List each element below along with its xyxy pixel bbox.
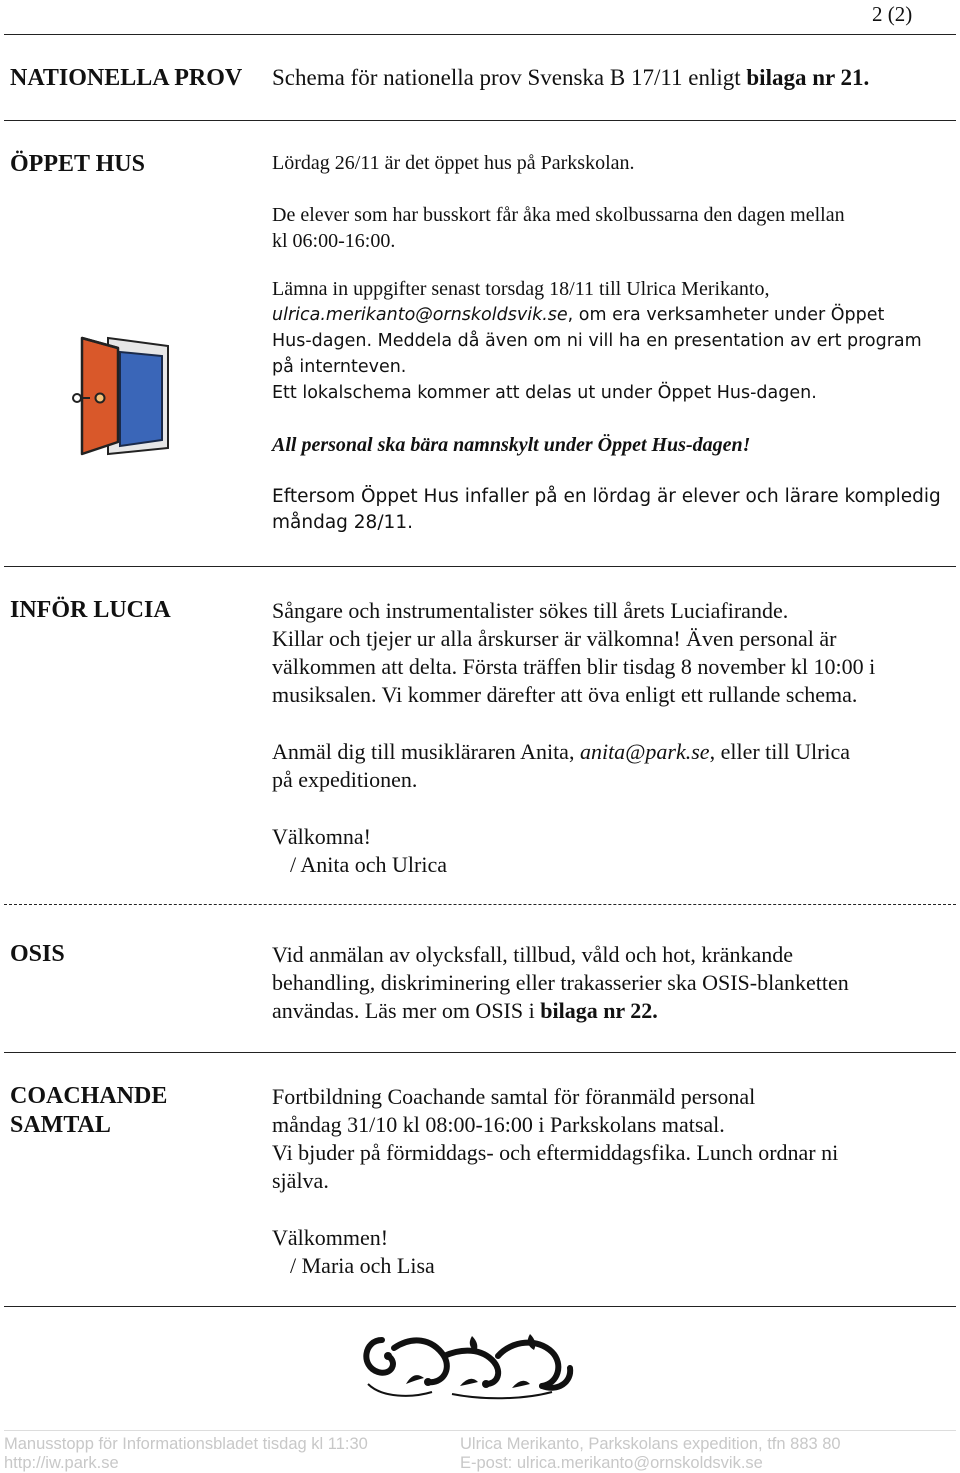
coachande-l4: själva. — [272, 1168, 329, 1193]
open-door-icon — [68, 332, 178, 458]
heading-osis: OSIS — [10, 941, 65, 967]
oppet-hus-p2-l1: De elever som har busskort får åka med skolbussarna den dagen mellan — [272, 204, 845, 226]
bilaga-22-link: bilaga nr 22. — [540, 998, 658, 1023]
oppet-hus-p3-l2: ulrica.merikanto@ornskoldsvik.se, om era verksamheter under Öppet — [272, 305, 885, 325]
divider-3 — [4, 1052, 956, 1053]
footer-right-l2[interactable]: E-post: ulrica.merikanto@ornskoldsvik.se — [460, 1454, 763, 1472]
lucia-l5: Anmäl dig till musikläraren Anita, anita@park.se, eller till Ulrica — [272, 739, 851, 764]
lucia-signature: / Anita och Ulrica — [290, 852, 448, 877]
divider-1 — [4, 120, 956, 121]
oppet-hus-p4: All personal ska bära namnskylt under Öppet Hus-dagen! — [272, 434, 751, 456]
page-number: 2 (2) — [872, 2, 913, 26]
footer-left-l1: Manusstopp för Informationsbladet tisdag kl 11:30 — [4, 1435, 368, 1453]
oppet-hus-p3-l1: Lämna in uppgifter senast torsdag 18/11 till Ulrica Merikanto, — [272, 278, 770, 300]
osis-l3: användas. Läs mer om OSIS i bilaga nr 22. — [272, 998, 658, 1023]
footer-divider — [4, 1430, 956, 1431]
bilaga-21-link: bilaga nr 21. — [746, 65, 870, 90]
coachande-signature: / Maria och Lisa — [290, 1253, 435, 1278]
email-link-anita[interactable]: anita@park.se — [579, 739, 710, 764]
nationella-text: Schema för nationella prov Svenska B 17/11 enligt bilaga nr 21. — [272, 65, 870, 90]
lucia-l6: på expeditionen. — [272, 767, 418, 792]
lucia-l2: Killar och tjejer ur alla årskurser är välkomna! Även personal är — [272, 626, 837, 651]
coachande-l3: Vi bjuder på förmiddags- och eftermiddagsfika. Lunch ordnar ni — [272, 1140, 839, 1165]
osis-l2: behandling, diskriminering eller trakasserier ska OSIS-blanketten — [272, 970, 849, 995]
divider-4 — [4, 1306, 956, 1307]
divider-2 — [4, 566, 956, 567]
heading-oppet-hus: ÖPPET HUS — [10, 151, 145, 177]
coachande-greeting: Välkommen! — [272, 1225, 389, 1250]
footer-right-l1: Ulrica Merikanto, Parkskolans expedition, tfn 883 80 — [460, 1435, 841, 1453]
oppet-hus-p3-l4: på internteven. — [272, 357, 407, 377]
ornament-flourish-icon — [352, 1326, 582, 1404]
lucia-l1: Sångare och instrumentalister sökes till årets Luciafirande. — [272, 598, 789, 623]
lucia-greeting: Välkomna! — [272, 824, 371, 849]
divider-top — [4, 34, 956, 35]
lucia-l3: välkommen att delta. Första träffen blir tisdag 8 november kl 10:00 i — [272, 654, 876, 679]
coachande-l1: Fortbildning Coachande samtal för föranmäld personal — [272, 1084, 756, 1109]
oppet-hus-p1: Lördag 26/11 är det öppet hus på Parkskolan. — [272, 152, 635, 174]
oppet-hus-p3-l3: Hus-dagen. Meddela då även om ni vill ha en presentation av ert program — [272, 331, 922, 351]
oppet-hus-p5-l1: Eftersom Öppet Hus infaller på en lördag är elever och lärare kompledig — [272, 486, 941, 507]
heading-infor-lucia: INFÖR LUCIA — [10, 597, 171, 623]
heading-coachande: COACHANDE SAMTAL — [10, 1083, 168, 1138]
divider-dashed — [4, 904, 956, 905]
oppet-hus-p5-l2: måndag 28/11. — [272, 512, 413, 533]
oppet-hus-p3-l5: Ett lokalschema kommer att delas ut under Öppet Hus-dagen. — [272, 383, 817, 403]
lucia-l4: musiksalen. Vi kommer därefter att öva enligt ett rullande schema. — [272, 682, 858, 707]
footer-left-l2[interactable]: http://iw.park.se — [4, 1454, 119, 1472]
heading-nationella-prov: NATIONELLA PROV — [10, 65, 243, 91]
coachande-l2: måndag 31/10 kl 08:00-16:00 i Parkskolans matsal. — [272, 1112, 725, 1137]
email-link-ulrica[interactable]: ulrica.merikanto@ornskoldsvik.se — [272, 305, 568, 325]
oppet-hus-p2-l2: kl 06:00-16:00. — [272, 230, 396, 252]
osis-l1: Vid anmälan av olycksfall, tillbud, våld och hot, kränkande — [272, 942, 794, 967]
